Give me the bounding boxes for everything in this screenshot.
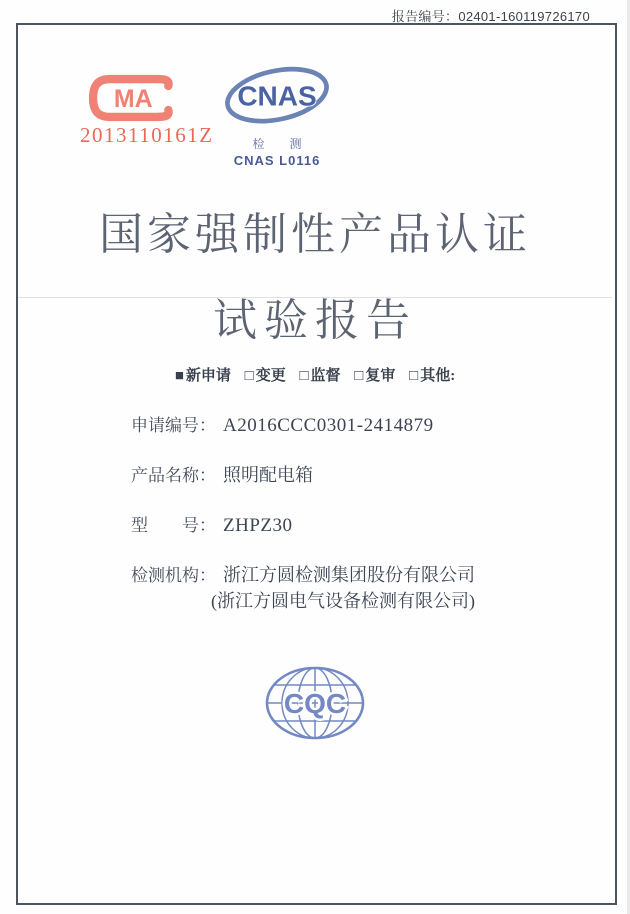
application-type-option-other [409,368,455,384]
field-value: 浙江方圆检测集团股份有限公司 [223,565,475,585]
application-type-option-new [175,368,231,384]
cnas-mark-text: CNAS [237,80,317,112]
field-value: 照明配电箱 [223,465,313,485]
cnas-logo-block [214,60,340,168]
report-number-label: 报告编号： [391,9,459,24]
main-title: 国家强制性产品认证 [99,210,531,259]
checkbox-checked-icon: ■ [174,368,184,384]
checkbox-unchecked-icon: □ [299,368,309,384]
checkbox-label: 其他: [420,368,456,384]
field-label: 型 号： [131,516,216,535]
checkbox-label: 变更 [255,368,286,384]
field-label: 申请编号： [131,416,216,435]
cma-mark-text: MA [113,85,153,114]
field-product-name [131,461,313,487]
field-value: A2016CCC0301-2414879 [223,415,434,436]
field-application-no [131,411,434,437]
cnas-logo-icon [221,60,333,134]
cqc-mark-text: CQC [283,688,347,719]
application-type-option-supervision [299,368,340,384]
checkbox-label: 复审 [365,368,396,384]
application-type-option-change [245,368,286,384]
field-value: ZHPZ30 [223,515,293,536]
checkbox-unchecked-icon: □ [354,368,364,384]
report-number-value: 02401-160119726170 [458,9,590,24]
cma-logo-block [80,74,214,148]
field-label: 产品名称： [131,466,216,485]
cqc-logo-icon [263,663,367,743]
field-label: 检测机构： [131,566,216,585]
cma-logo-icon [88,74,184,122]
application-type-option-review [354,368,395,384]
cma-license-number: 2013110161Z [80,123,214,147]
cnas-accreditation-number: CNAS L0116 [233,153,321,168]
field-test-agency-line2: (浙江方圆电气设备检测有限公司) [211,591,475,611]
application-type-row [0,364,630,385]
checkbox-label: 监督 [310,368,341,384]
checkbox-unchecked-icon: □ [244,368,254,384]
checkbox-label: 新申请 [185,368,231,384]
cnas-caption: 检 测 [252,137,313,151]
sub-title: 试验报告 [213,296,417,345]
field-model [131,511,293,537]
field-test-agency [131,561,475,587]
checkbox-unchecked-icon: □ [409,368,419,384]
